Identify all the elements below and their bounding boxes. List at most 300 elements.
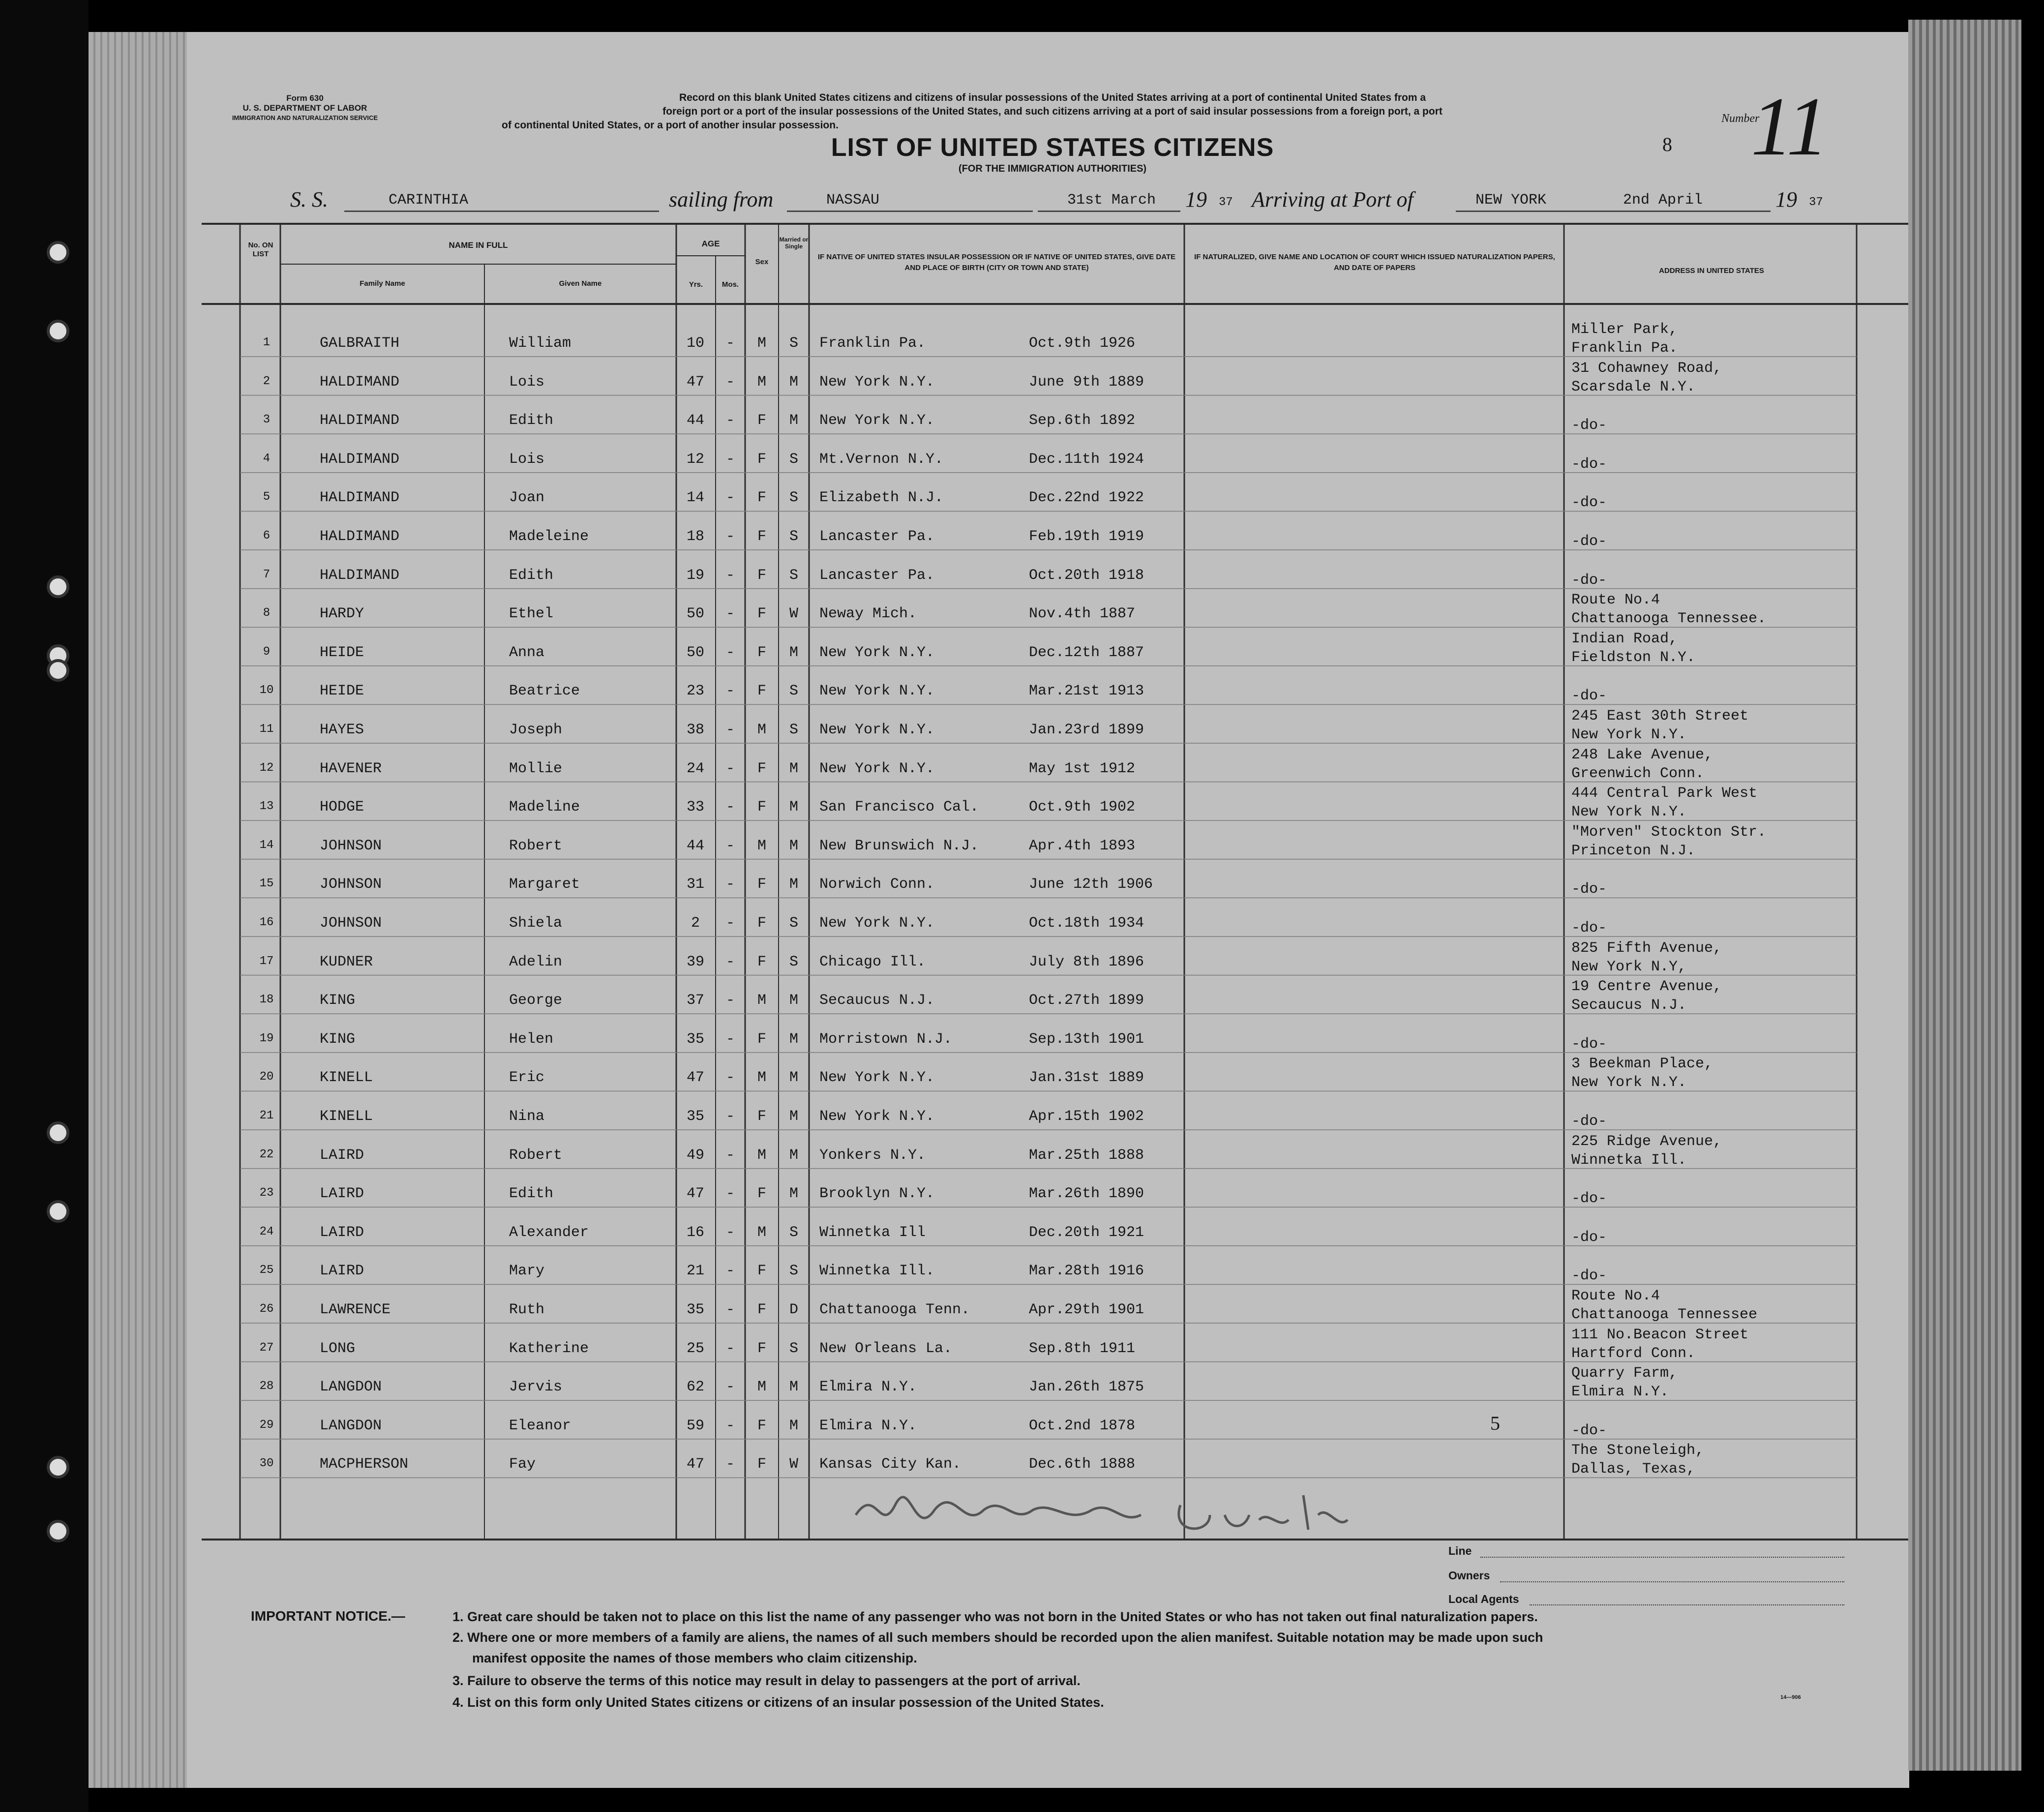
birthplace: New York N.Y. xyxy=(819,373,935,391)
age-years: 37 xyxy=(686,992,704,1009)
age-months: - xyxy=(725,412,735,429)
signature-icon xyxy=(836,1476,1387,1549)
sex: F xyxy=(757,1108,766,1125)
sailing-label: sailing from xyxy=(669,187,774,211)
birthplace: Lancaster Pa. xyxy=(819,528,935,545)
marital-status: S xyxy=(789,1263,798,1280)
given-name: Adelin xyxy=(509,953,563,970)
address-line-2: Chattanooga Tennessee xyxy=(1571,1306,1758,1323)
header-family-name: Family Name xyxy=(360,279,405,288)
address-line-2: Scarsdale N.Y. xyxy=(1571,378,1696,395)
sex: F xyxy=(757,605,766,623)
birthplace: Morristown N.J. xyxy=(819,1030,953,1048)
marital-status: S xyxy=(789,1340,798,1357)
birthplace: Lancaster Pa. xyxy=(819,567,935,584)
age-months: - xyxy=(725,1340,735,1357)
birthdate: Dec.12th 1887 xyxy=(1029,644,1144,661)
family-name: LANGDON xyxy=(320,1417,382,1434)
marital-status: M xyxy=(789,1185,798,1203)
address-line-1: The Stoneleigh, xyxy=(1571,1442,1705,1459)
age-years: 25 xyxy=(686,1340,704,1357)
age-years: 35 xyxy=(686,1301,704,1318)
age-years: 35 xyxy=(686,1030,704,1048)
row-number: 15 xyxy=(259,877,274,891)
table-row xyxy=(0,360,2044,404)
line-rule xyxy=(1480,1557,1844,1558)
age-years: 18 xyxy=(686,528,704,545)
address-line-2: New York N.Y. xyxy=(1571,726,1687,743)
table-row xyxy=(0,321,2044,365)
row-number: 7 xyxy=(263,568,271,581)
address-line-2: -do- xyxy=(1571,1190,1607,1208)
birthdate: Oct.20th 1918 xyxy=(1029,567,1144,584)
notice-item-2-cont: manifest opposite the names of those members who claim citizenship. xyxy=(472,1651,917,1665)
age-months: - xyxy=(725,1030,735,1048)
arrival-date: 2nd April xyxy=(1623,192,1703,209)
age-years: 31 xyxy=(686,876,704,893)
birthplace: Chattanooga Tenn. xyxy=(819,1301,970,1318)
stamp-number: 8 xyxy=(1662,133,1672,155)
table-row xyxy=(0,482,2044,520)
age-years: 23 xyxy=(686,683,704,700)
marital-status: S xyxy=(789,567,798,584)
row-number: 12 xyxy=(259,761,274,775)
address-line-1: Quarry Farm, xyxy=(1571,1365,1678,1382)
row-number: 24 xyxy=(259,1225,274,1238)
marital-status: M xyxy=(789,1147,798,1164)
given-name: Nina xyxy=(509,1108,545,1125)
birthdate: June 9th 1889 xyxy=(1029,373,1144,391)
address-line-1: Miller Park, xyxy=(1571,321,1678,338)
owners-label: Owners xyxy=(1448,1569,1490,1582)
table-row xyxy=(0,1133,2044,1178)
age-months: - xyxy=(725,915,735,932)
marital-status: S xyxy=(789,451,798,468)
header-sex: Sex xyxy=(755,258,769,266)
birthdate: Sep.8th 1911 xyxy=(1029,1340,1136,1357)
row-number: 2 xyxy=(263,374,271,388)
birthdate: Oct.9th 1926 xyxy=(1029,335,1136,352)
age-months: - xyxy=(725,992,735,1009)
ss-label: S. S. xyxy=(290,187,328,211)
row-number: 21 xyxy=(259,1109,274,1122)
age-years: 47 xyxy=(686,1185,704,1203)
agents-rule xyxy=(1530,1604,1844,1605)
age-months: - xyxy=(725,335,735,352)
header-naturalization: IF NATURALIZED, GIVE NAME AND LOCATION OF COURT WHICH ISSUED NATURALIZATION PAPERS, AND DATE OF PAPERS xyxy=(1194,253,1555,272)
header-name-in-full: NAME IN FULL xyxy=(449,241,508,250)
birthplace: Chicago Ill. xyxy=(819,953,926,970)
row-number: 4 xyxy=(263,452,271,465)
given-name: Edith xyxy=(509,1185,554,1203)
marital-status: M xyxy=(789,373,798,391)
table-row xyxy=(0,823,2044,868)
table-row xyxy=(0,1100,2044,1139)
birthplace: New York N.Y. xyxy=(819,412,935,429)
birthplace: San Francisco Cal. xyxy=(819,799,979,816)
sex: F xyxy=(757,1185,766,1203)
notice-item-2: 2. Where one or more members of a family are aliens, the names of all such members should be recorded upon the alien manifest. Suitable notation may be made upon such xyxy=(452,1630,1543,1645)
age-years: 12 xyxy=(686,451,704,468)
marital-status: S xyxy=(789,528,798,545)
sex: M xyxy=(757,335,766,352)
sex: F xyxy=(757,1301,766,1318)
marital-status: S xyxy=(789,1224,798,1241)
ship-rule xyxy=(344,211,659,212)
marital-status: W xyxy=(789,1456,798,1473)
age-years: 2 xyxy=(691,915,700,932)
header-age: AGE xyxy=(701,239,720,248)
birthplace: Franklin Pa. xyxy=(819,335,926,352)
age-years: 14 xyxy=(686,489,704,507)
age-years: 21 xyxy=(686,1263,704,1280)
given-name: Beatrice xyxy=(509,683,580,700)
age-months: - xyxy=(725,722,735,738)
notice-item-3: 3. Failure to observe the terms of this notice may result in delay to passengers at the port of arrival. xyxy=(452,1673,1081,1688)
marital-status: M xyxy=(789,992,798,1009)
owners-rule xyxy=(1500,1581,1844,1582)
given-name: Jervis xyxy=(509,1379,563,1396)
notice-title: IMPORTANT NOTICE.— xyxy=(251,1608,405,1624)
address-line-2: -do- xyxy=(1571,572,1607,589)
given-name: Robert xyxy=(509,1147,563,1164)
age-months: - xyxy=(725,1379,735,1396)
row-number: 13 xyxy=(259,800,274,814)
age-years: 62 xyxy=(686,1379,704,1396)
birthdate: Jan.23rd 1899 xyxy=(1029,722,1144,738)
margin-number: 5 xyxy=(1490,1412,1500,1434)
family-name: KINELL xyxy=(320,1069,373,1087)
address-line-2: -do- xyxy=(1571,494,1607,512)
row-number: 26 xyxy=(259,1302,274,1316)
birthdate: Nov.4th 1887 xyxy=(1029,605,1136,623)
sex: M xyxy=(757,1069,766,1087)
address-line-2: Winnetka Ill. xyxy=(1571,1151,1687,1169)
age-months: - xyxy=(725,528,735,545)
birthplace: New Brunswich N.J. xyxy=(819,837,979,854)
family-name: MACPHERSON xyxy=(320,1456,409,1473)
age-months: - xyxy=(725,644,735,661)
birthdate: Apr.29th 1901 xyxy=(1029,1301,1144,1318)
birthplace: Secaucus N.J. xyxy=(819,992,935,1009)
address-line-2: -do- xyxy=(1571,920,1607,936)
birthplace: Yonkers N.Y. xyxy=(819,1147,926,1164)
sex: M xyxy=(757,837,766,854)
sex: F xyxy=(757,1456,766,1473)
row-number: 16 xyxy=(259,916,274,929)
marital-status: S xyxy=(789,953,798,970)
agents-label: Local Agents xyxy=(1448,1593,1519,1605)
address-line-2: Dallas, Texas, xyxy=(1571,1461,1696,1478)
family-name: HAVENER xyxy=(320,760,382,777)
address-line-2: Fieldston N.Y. xyxy=(1571,649,1696,666)
birthdate: Jan.31st 1889 xyxy=(1029,1069,1144,1087)
sex: M xyxy=(757,1147,766,1164)
table-row xyxy=(0,1056,2044,1100)
address-line-2: -do- xyxy=(1571,417,1607,434)
row-number: 29 xyxy=(259,1418,274,1432)
table-row xyxy=(0,1326,2044,1371)
table-row xyxy=(0,520,2044,559)
sex: F xyxy=(757,876,766,893)
given-name: Edith xyxy=(509,412,554,429)
family-name: LAWRENCE xyxy=(320,1301,391,1318)
given-name: Anna xyxy=(509,644,545,661)
table-row xyxy=(0,978,2044,1023)
table-row xyxy=(0,1216,2044,1255)
number-label: Number xyxy=(1721,112,1760,125)
birthdate: Jan.26th 1875 xyxy=(1029,1379,1144,1396)
marital-status: S xyxy=(789,683,798,700)
ship-name: CARINTHIA xyxy=(389,192,469,209)
row-number: 18 xyxy=(259,993,274,1007)
birthplace: Elmira N.Y. xyxy=(819,1417,917,1434)
marital-status: M xyxy=(789,799,798,816)
birthdate: Mar.25th 1888 xyxy=(1029,1147,1144,1164)
given-name: Ethel xyxy=(509,605,554,623)
age-years: 44 xyxy=(686,837,704,854)
birthdate: Oct.9th 1902 xyxy=(1029,799,1136,816)
table-row xyxy=(0,708,2044,752)
sex: F xyxy=(757,1030,766,1048)
sex: M xyxy=(757,722,766,738)
given-name: Katherine xyxy=(509,1340,589,1357)
table-row xyxy=(0,404,2044,443)
page-subtitle: (FOR THE IMMIGRATION AUTHORITIES) xyxy=(958,163,1147,174)
form-code: 14—906 xyxy=(1780,1694,1801,1700)
address-line-1: Route No.4 xyxy=(1571,592,1660,609)
department-name: U. S. DEPARTMENT OF LABOR xyxy=(242,103,367,113)
birthplace: Brooklyn N.Y. xyxy=(819,1185,935,1203)
row-number: 3 xyxy=(263,413,271,427)
sex: M xyxy=(757,992,766,1009)
given-name: Lois xyxy=(509,451,545,468)
birthplace: Kansas City Kan. xyxy=(819,1456,962,1473)
age-months: - xyxy=(725,451,735,468)
birthdate: Dec.11th 1924 xyxy=(1029,451,1144,468)
header-yrs: Yrs. xyxy=(689,280,703,289)
age-months: - xyxy=(725,760,735,777)
address-line-2: Elmira N.Y. xyxy=(1571,1384,1669,1401)
birthdate: Dec.6th 1888 xyxy=(1029,1456,1136,1473)
family-name: LAIRD xyxy=(320,1224,364,1241)
departure-date: 31st March xyxy=(1067,192,1156,209)
given-name: Shiela xyxy=(509,915,563,932)
address-line-2: -do- xyxy=(1571,533,1607,550)
given-name: Mollie xyxy=(509,760,563,777)
family-name: HODGE xyxy=(320,799,364,816)
birthplace: Winnetka Ill xyxy=(819,1224,926,1241)
row-number: 10 xyxy=(259,684,274,697)
age-months: - xyxy=(725,605,735,623)
birthdate: Mar.26th 1890 xyxy=(1029,1185,1144,1203)
row-number: 27 xyxy=(259,1341,274,1355)
table-row xyxy=(0,868,2044,906)
address-line-2: Franklin Pa. xyxy=(1571,340,1678,357)
address-line-2: Hartford Conn. xyxy=(1571,1345,1696,1362)
family-name: LAIRD xyxy=(320,1147,364,1164)
age-months: - xyxy=(725,1147,735,1164)
sex: F xyxy=(757,953,766,970)
age-years: 59 xyxy=(686,1417,704,1434)
row-number: 14 xyxy=(259,838,274,852)
birthdate: Oct.27th 1899 xyxy=(1029,992,1144,1009)
birthplace: New York N.Y. xyxy=(819,683,935,700)
instruction-line: Record on this blank United States citizens and citizens of insular possessions of the United States arriving at a port of continental United States from a xyxy=(679,92,1426,103)
marital-status: M xyxy=(789,837,798,854)
row-number: 30 xyxy=(259,1457,274,1471)
address-line-2: -do- xyxy=(1571,1268,1607,1285)
table-row xyxy=(0,1023,2044,1061)
row-number: 20 xyxy=(259,1070,274,1084)
sex: F xyxy=(757,1417,766,1434)
birthdate: Mar.28th 1916 xyxy=(1029,1263,1144,1280)
row-number: 25 xyxy=(259,1264,274,1277)
arrival-port: NEW YORK xyxy=(1475,192,1547,209)
list-number: 11 xyxy=(1751,80,1829,173)
arriving-label: Arriving at Port of xyxy=(1252,187,1413,211)
form-number: Form 630 xyxy=(286,93,324,103)
table-row xyxy=(0,1178,2044,1216)
row-number: 22 xyxy=(259,1148,274,1161)
table-row xyxy=(0,1255,2044,1293)
address-line-2: -do- xyxy=(1571,1422,1607,1439)
service-name: IMMIGRATION AND NATURALIZATION SERVICE xyxy=(232,114,378,121)
birthdate: Dec.20th 1921 xyxy=(1029,1224,1144,1241)
table-row xyxy=(0,939,2044,984)
address-line-1: 31 Cohawney Road, xyxy=(1571,360,1722,377)
sex: M xyxy=(757,1224,766,1241)
year-prefix: 19 xyxy=(1185,187,1207,211)
birthdate: Oct.18th 1934 xyxy=(1029,915,1144,932)
address-line-1: Indian Road, xyxy=(1571,630,1678,647)
family-name: HALDIMAND xyxy=(320,412,400,429)
address-line-2: -do- xyxy=(1571,455,1607,473)
given-name: Fay xyxy=(509,1456,536,1473)
form-identifier xyxy=(207,93,403,123)
family-name: JOHNSON xyxy=(320,876,382,893)
address-line-2: Secaucus N.J. xyxy=(1571,997,1687,1014)
address-line-1: 444 Central Park West xyxy=(1571,785,1758,802)
row-number: 5 xyxy=(263,490,271,504)
binder-hole-icon xyxy=(47,241,69,264)
birthdate: July 8th 1896 xyxy=(1029,953,1144,970)
sex: F xyxy=(757,1263,766,1280)
age-months: - xyxy=(725,1301,735,1318)
row-number: 8 xyxy=(263,606,271,620)
given-name: Helen xyxy=(509,1030,554,1048)
family-name: HALDIMAND xyxy=(320,528,400,545)
age-years: 24 xyxy=(686,760,704,777)
year-suffix: 37 xyxy=(1809,196,1823,209)
row-number: 23 xyxy=(259,1186,274,1200)
birthdate: Dec.22nd 1922 xyxy=(1029,489,1144,507)
table-row xyxy=(0,1365,2044,1409)
sex: F xyxy=(757,489,766,507)
birthplace: Elmira N.Y. xyxy=(819,1379,917,1396)
given-name: William xyxy=(509,335,571,352)
family-name: LANGDON xyxy=(320,1379,382,1396)
age-years: 35 xyxy=(686,1108,704,1125)
sex: M xyxy=(757,1379,766,1396)
sex: F xyxy=(757,567,766,584)
marital-status: W xyxy=(789,605,798,623)
family-name: LONG xyxy=(320,1340,356,1357)
address-line-2: Greenwich Conn. xyxy=(1571,765,1705,782)
header-birthplace: IF NATIVE OF UNITED STATES INSULAR POSSESSION OR IF NATIVE OF UNITED STATES, GIVE DATE AND PLACE OF BIRTH (CITY OR TOWN AND STATE) xyxy=(817,253,1176,272)
age-months: - xyxy=(725,953,735,970)
year-suffix: 37 xyxy=(1219,196,1233,209)
age-months: - xyxy=(725,1263,735,1280)
family-name: HALDIMAND xyxy=(320,489,400,507)
birthplace: Neway Mich. xyxy=(819,605,917,623)
age-years: 19 xyxy=(686,567,704,584)
age-years: 47 xyxy=(686,373,704,391)
family-name: HALDIMAND xyxy=(320,567,400,584)
marital-status: M xyxy=(789,760,798,777)
age-years: 49 xyxy=(686,1147,704,1164)
marital-status: M xyxy=(789,1108,798,1125)
age-months: - xyxy=(725,373,735,391)
sex: F xyxy=(757,412,766,429)
address-line-2: New York N.Y. xyxy=(1571,804,1687,821)
age-months: - xyxy=(725,1069,735,1087)
family-name: HEIDE xyxy=(320,683,364,700)
address-line-2: Chattanooga Tennessee. xyxy=(1571,610,1767,628)
birthdate: Sep.13th 1901 xyxy=(1029,1030,1144,1048)
address-line-1: 248 Lake Avenue, xyxy=(1571,746,1713,763)
line-label: Line xyxy=(1448,1544,1472,1557)
sex: F xyxy=(757,799,766,816)
page-title: LIST OF UNITED STATES CITIZENS xyxy=(831,133,1274,162)
marital-status: M xyxy=(789,1417,798,1434)
notice-item-4: 4. List on this form only United States citizens or citizens of an insular possession of the United States. xyxy=(452,1695,1104,1710)
departure-port: NASSAU xyxy=(826,192,880,209)
age-months: - xyxy=(725,1108,735,1125)
table-row xyxy=(0,630,2044,675)
family-name: HAYES xyxy=(320,722,364,738)
given-name: Joan xyxy=(509,489,545,507)
age-years: 47 xyxy=(686,1069,704,1087)
given-name: Madeline xyxy=(509,799,580,816)
sex: F xyxy=(757,760,766,777)
birthdate: Feb.19th 1919 xyxy=(1029,528,1144,545)
age-years: 33 xyxy=(686,799,704,816)
address-line-2: -do- xyxy=(1571,688,1607,705)
header-given-name: Given Name xyxy=(559,279,602,288)
table-row xyxy=(0,1410,2044,1448)
marital-status: S xyxy=(789,915,798,932)
address-line-1: 225 Ridge Avenue, xyxy=(1571,1133,1722,1150)
address-line-2: New York N.Y, xyxy=(1571,958,1687,975)
birthplace: New Orleans La. xyxy=(819,1340,953,1357)
form-instructions xyxy=(492,91,1613,132)
year-prefix: 19 xyxy=(1775,187,1797,211)
birthplace: New York N.Y. xyxy=(819,1069,935,1087)
given-name: George xyxy=(509,992,563,1009)
birthplace: Mt.Vernon N.Y. xyxy=(819,451,944,468)
address-line-1: "Morven" Stockton Str. xyxy=(1571,823,1767,841)
family-name: HALDIMAND xyxy=(320,373,400,391)
notice-item-1: 1. Great care should be taken not to place on this list the name of any passenger who was not born in the United States or who has not taken out final naturalization papers. xyxy=(452,1609,1538,1624)
table-row xyxy=(0,907,2044,945)
sex: F xyxy=(757,528,766,545)
sex: F xyxy=(757,683,766,700)
age-months: - xyxy=(725,799,735,816)
marital-status: M xyxy=(789,644,798,661)
row-number: 9 xyxy=(263,645,271,659)
marital-status: M xyxy=(789,1379,798,1396)
